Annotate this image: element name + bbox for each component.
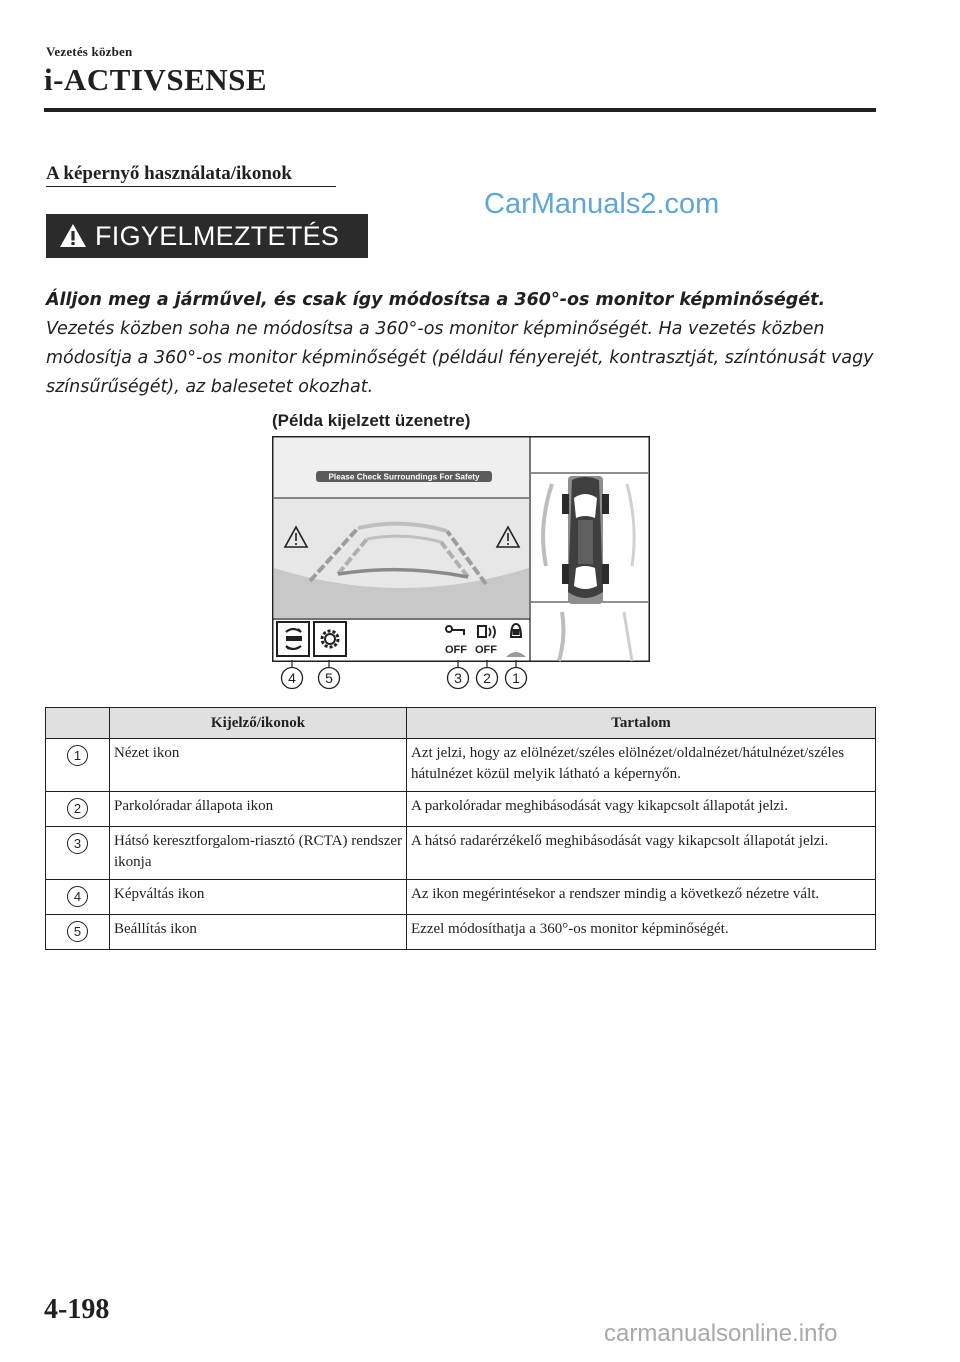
warning-triangle-icon xyxy=(59,222,87,250)
callout-3 xyxy=(448,660,469,689)
table-row xyxy=(46,880,876,915)
row-name: Hátsó keresztforgalom-riasztó (RCTA) rendszer ikonja xyxy=(110,827,407,880)
callout-2 xyxy=(477,660,498,689)
rcta-off-label: OFF xyxy=(445,644,467,656)
row-name: Parkolóradar állapota ikon xyxy=(110,792,407,827)
row-number: 1 xyxy=(67,745,88,766)
callout-4 xyxy=(282,660,303,689)
warning-banner xyxy=(46,214,368,258)
row-number: 4 xyxy=(67,886,88,907)
parking-sensor-off-label: OFF xyxy=(475,644,497,656)
watermark-bottom: carmanualsonline.info xyxy=(604,1320,838,1347)
sub-heading: A képernyő használata/ikonok xyxy=(46,163,292,184)
callout-5 xyxy=(319,660,340,689)
warning-label: FIGYELMEZTETÉS xyxy=(95,220,340,251)
screen-message: Please Check Surroundings For Safety xyxy=(328,472,480,482)
row-name: Beállítás ikon xyxy=(110,915,407,950)
svg-text:1: 1 xyxy=(512,670,520,686)
table-row xyxy=(46,827,876,880)
row-name: Képváltás ikon xyxy=(110,880,407,915)
page-number: 4-198 xyxy=(44,1294,110,1325)
icon-table xyxy=(45,707,876,950)
table-header-icons: Kijelző/ikonok xyxy=(110,708,407,739)
sub-heading-underline xyxy=(46,186,336,187)
svg-text:3: 3 xyxy=(454,670,462,686)
row-number: 5 xyxy=(67,921,88,942)
section-label: Vezetés közben xyxy=(46,44,133,59)
row-number: 3 xyxy=(67,833,88,854)
table-row xyxy=(46,792,876,827)
callout-1 xyxy=(506,660,527,689)
svg-text:5: 5 xyxy=(325,670,333,686)
table-header-content: Tartalom xyxy=(407,708,876,739)
table-row xyxy=(46,915,876,950)
figure-caption: (Példa kijelzett üzenetre) xyxy=(272,411,471,430)
table-header-row xyxy=(46,708,876,739)
monitor-illustration xyxy=(272,436,650,662)
row-description: Az ikon megérintésekor a rendszer mindig a következő nézetre vált. xyxy=(407,880,876,915)
page-title: i-ACTIVSENSE xyxy=(44,62,268,97)
svg-text:4: 4 xyxy=(288,670,296,686)
svg-text:2: 2 xyxy=(483,670,491,686)
warning-text xyxy=(46,286,886,402)
callout-markers xyxy=(272,660,532,692)
warning-lead: Álljon meg a járművel, és csak így módosítsa a 360°-os monitor képminőségét. xyxy=(46,290,826,310)
row-description: Azt jelzi, hogy az elölnézet/széles elölnézet/oldalnézet/hátulnézet/széles hátulnézet közül melyik látható a képernyőn. xyxy=(407,739,876,792)
table-row xyxy=(46,739,876,792)
row-number: 2 xyxy=(67,798,88,819)
row-description: A hátsó radarérzékelő meghibásodását vagy kikapcsolt állapotát jelzi. xyxy=(407,827,876,880)
row-name: Nézet ikon xyxy=(110,739,407,792)
row-description: Ezzel módosíthatja a 360°-os monitor képminőségét. xyxy=(407,915,876,950)
watermark-top: CarManuals2.com xyxy=(484,188,720,220)
warning-body: Vezetés közben soha ne módosítsa a 360°-os monitor képminőségét. Ha vezetés közben módosítja a 360°-os monitor képminőségét (például fényerejét, kontrasztját, színtónusát vagy színsűrűségét), az balesetet okozhat. xyxy=(46,319,874,397)
table-header-num xyxy=(46,708,110,739)
row-description: A parkolóradar meghibásodását vagy kikapcsolt állapotát jelzi. xyxy=(407,792,876,827)
title-divider xyxy=(44,108,876,112)
